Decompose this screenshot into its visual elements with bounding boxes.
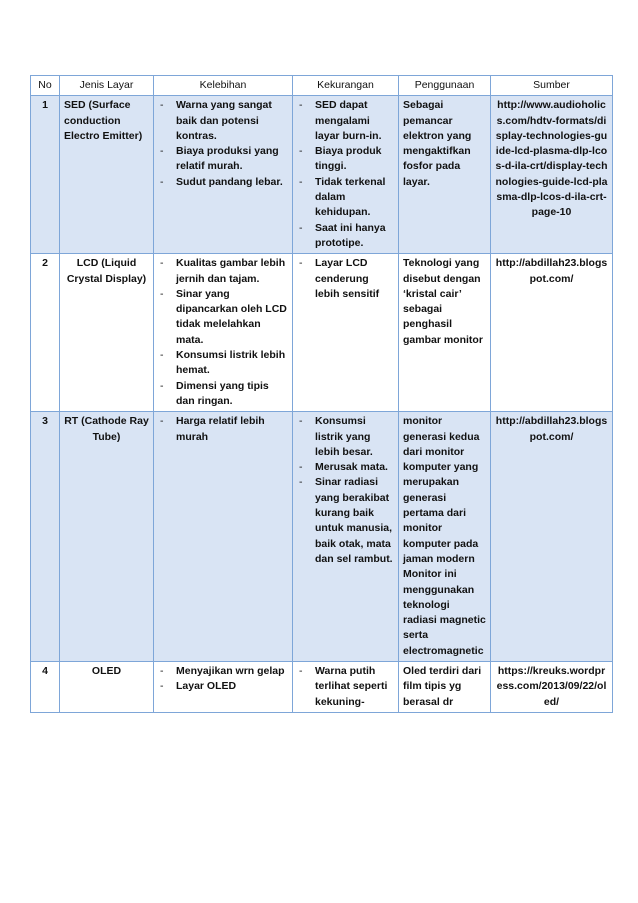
header-penggunaan: Penggunaan — [399, 76, 491, 96]
cell-penggunaan: monitor generasi kedua dari monitor komputer yang merupakan generasi pertama dari monitor komputer pada jaman modern Monitor ini menggunakan teknologi radiasi magnetic serta electromagnetic — [399, 412, 491, 662]
kekurangan-list — [297, 256, 394, 302]
list-item: - Warna putih terlihat seperti kekuning- — [297, 664, 394, 710]
cell-kelebihan — [154, 412, 293, 662]
cell-kekurangan — [293, 412, 399, 662]
kekurangan-list — [297, 414, 394, 567]
kekurangan-list — [297, 664, 394, 710]
cell-kekurangan — [293, 661, 399, 712]
cell-penggunaan: Oled terdiri dari film tipis yg berasal dr — [399, 661, 491, 712]
cell-kelebihan — [154, 96, 293, 254]
list-item: - Warna yang sangat baik dan potensi kontras. — [158, 98, 288, 144]
header-kekurangan: Kekurangan — [293, 76, 399, 96]
header-kelebihan: Kelebihan — [154, 76, 293, 96]
header-no: No — [31, 76, 60, 96]
table-row — [31, 254, 613, 412]
list-item: - SED dapat mengalami layar burn-in. — [297, 98, 394, 144]
cell-kelebihan — [154, 661, 293, 712]
list-item: - Layar OLED — [158, 679, 288, 694]
kelebihan-list — [158, 664, 288, 695]
list-item: - Konsumsi listrik yang lebih besar. — [297, 414, 394, 460]
kelebihan-list — [158, 98, 288, 190]
cell-no: 1 — [31, 96, 60, 254]
cell-sumber-link[interactable]: http://abdillah23.blogspot.com/ — [491, 254, 613, 412]
header-sumber: Sumber — [491, 76, 613, 96]
cell-penggunaan: Teknologi yang disebut dengan ‘kristal cair’ sebagai penghasil gambar monitor — [399, 254, 491, 412]
cell-sumber-link[interactable]: http://abdillah23.blogspot.com/ — [491, 412, 613, 662]
list-item: - Layar LCD cenderung lebih sensitif — [297, 256, 394, 302]
cell-kekurangan — [293, 254, 399, 412]
display-comparison-table — [30, 75, 613, 713]
list-item: - Menyajikan wrn gelap — [158, 664, 288, 679]
list-item: - Biaya produksi yang relatif murah. — [158, 144, 288, 175]
table-row — [31, 96, 613, 254]
list-item: - Tidak terkenal dalam kehidupan. — [297, 175, 394, 221]
cell-no: 4 — [31, 661, 60, 712]
list-item: - Saat ini hanya prototipe. — [297, 221, 394, 252]
kelebihan-list — [158, 414, 288, 445]
kelebihan-list — [158, 256, 288, 409]
list-item: - Sudut pandang lebar. — [158, 175, 288, 190]
cell-jenis-layar: RT (Cathode Ray Tube) — [60, 412, 154, 662]
list-item: - Konsumsi listrik lebih hemat. — [158, 348, 288, 379]
cell-penggunaan: Sebagai pemancar elektron yang mengaktifkan fosfor pada layar. — [399, 96, 491, 254]
header-row — [31, 76, 613, 96]
cell-jenis-layar: OLED — [60, 661, 154, 712]
cell-jenis-layar: LCD (Liquid Crystal Display) — [60, 254, 154, 412]
cell-sumber-link[interactable]: http://www.audioholics.com/hdtv-formats/display-technologies-guide-lcd-plasma-dlp-lcos-d-ila-crt/display-technologies-guide-lcd-plasma-dlp-lcos-d-ila-crt-page-10 — [491, 96, 613, 254]
cell-no: 3 — [31, 412, 60, 662]
cell-kelebihan — [154, 254, 293, 412]
list-item: - Merusak mata. — [297, 460, 394, 475]
list-item: - Sinar radiasi yang berakibat kurang baik untuk manusia, baik otak, mata dan sel rambut. — [297, 475, 394, 567]
header-jenis-layar: Jenis Layar — [60, 76, 154, 96]
kekurangan-list — [297, 98, 394, 251]
cell-no: 2 — [31, 254, 60, 412]
cell-kekurangan — [293, 96, 399, 254]
list-item: - Dimensi yang tipis dan ringan. — [158, 379, 288, 410]
cell-jenis-layar: SED (Surface conduction Electro Emitter) — [60, 96, 154, 254]
table-row — [31, 412, 613, 662]
cell-sumber-link[interactable]: https://kreuks.wordpress.com/2013/09/22/oled/ — [491, 661, 613, 712]
list-item: - Kualitas gambar lebih jernih dan tajam. — [158, 256, 288, 287]
list-item: - Harga relatif lebih murah — [158, 414, 288, 445]
table-row — [31, 661, 613, 712]
list-item: - Sinar yang dipancarkan oleh LCD tidak melelahkan mata. — [158, 287, 288, 348]
list-item: - Biaya produk tinggi. — [297, 144, 394, 175]
